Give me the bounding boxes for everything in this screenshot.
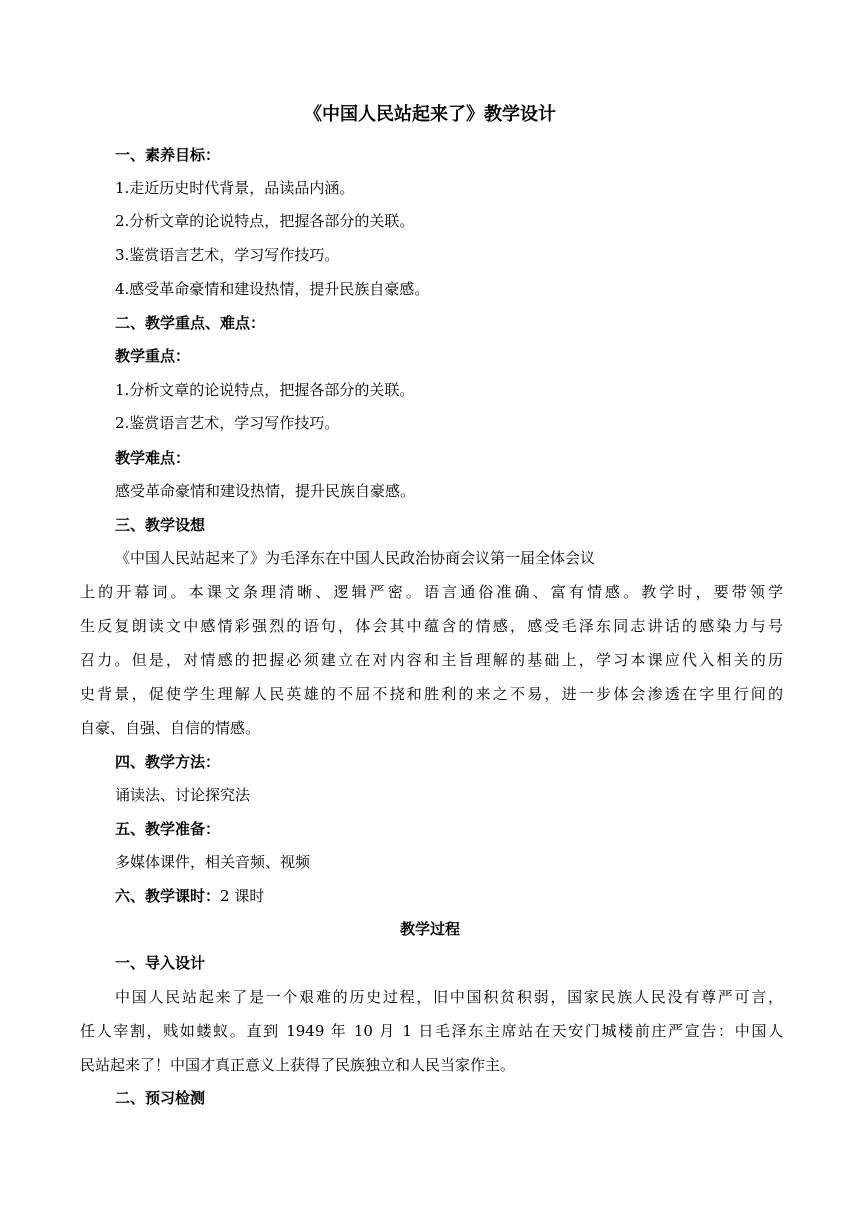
intro-line-3: 民站起来了！中国才真正意义上获得了民族独立和人民当家作主。 [80,1056,516,1074]
section-5-heading: 五、教学准备： [115,820,221,838]
goal-item-2: 2.分析文章的论说特点，把握各部分的关联。 [115,212,415,230]
section-6-heading: 六、教学课时： [115,887,221,905]
section-2-heading: 二、教学重点、难点： [115,314,266,332]
intro-line-1: 中国人民站起来了是一个艰难的历史过程，旧中国积贫积弱，国家民族人民没有尊严可言， [115,988,783,1006]
key-point-1: 1.分析文章的论说特点，把握各部分的关联。 [115,381,415,399]
section-3-heading: 三、教学设想 [115,516,206,534]
process-2-heading: 二、预习检测 [115,1089,206,1107]
intro-line-2: 任人宰割，贱如蝼蚁。直到 1949 年 10 月 1 日毛泽东主席站在天安门城楼前庄严宣告：中国人 [80,1022,783,1040]
concept-line-3: 生反复朗读文中感情彩强烈的语句，体会其中蕴含的情感，感受毛泽东同志讲话的感染力与号 [80,617,783,635]
concept-line-2: 上的开幕词。本课文条理清晰、逻辑严密。语言通俗准确、富有情感。教学时，要带领学 [80,583,783,601]
goal-item-3: 3.鉴赏语言艺术，学习写作技巧。 [115,246,340,264]
document-title: 《中国人民站起来了》教学设计 [304,104,556,125]
concept-line-5: 史背景，促使学生理解人民英雄的不屈不挠和胜利的来之不易，进一步体会渗透在字里行间的 [80,685,783,703]
section-6-line [115,884,264,908]
goal-item-1: 1.走近历史时代背景，品读品内涵。 [115,179,355,197]
class-hours-value: 2 课时 [220,887,265,905]
process-1-heading: 一、导入设计 [115,954,206,972]
preparation-text: 多媒体课件，相关音频、视频 [115,853,311,871]
difficult-points-label: 教学难点： [115,449,191,467]
key-point-2: 2.鉴赏语言艺术，学习写作技巧。 [115,414,340,432]
goal-item-4: 4.感受革命豪情和建设热情，提升民族自豪感。 [115,280,430,298]
concept-line-6: 自豪、自强、自信的情感。 [80,719,261,737]
key-points-label: 教学重点： [115,347,191,365]
process-title: 教学过程 [399,920,460,938]
concept-line-4: 召力。但是，对情感的把握必须建立在对内容和主旨理解的基础上，学习本课应代入相关的历 [80,651,783,669]
method-text: 诵读法、讨论探究法 [115,786,251,804]
section-1-heading: 一、素养目标： [115,146,221,164]
concept-line-1: 《中国人民站起来了》为毛泽东在中国人民政治协商会议第一届全体会议 [115,549,596,567]
section-4-heading: 四、教学方法： [115,753,221,771]
difficult-point-text: 感受革命豪情和建设热情，提升民族自豪感。 [115,482,416,500]
